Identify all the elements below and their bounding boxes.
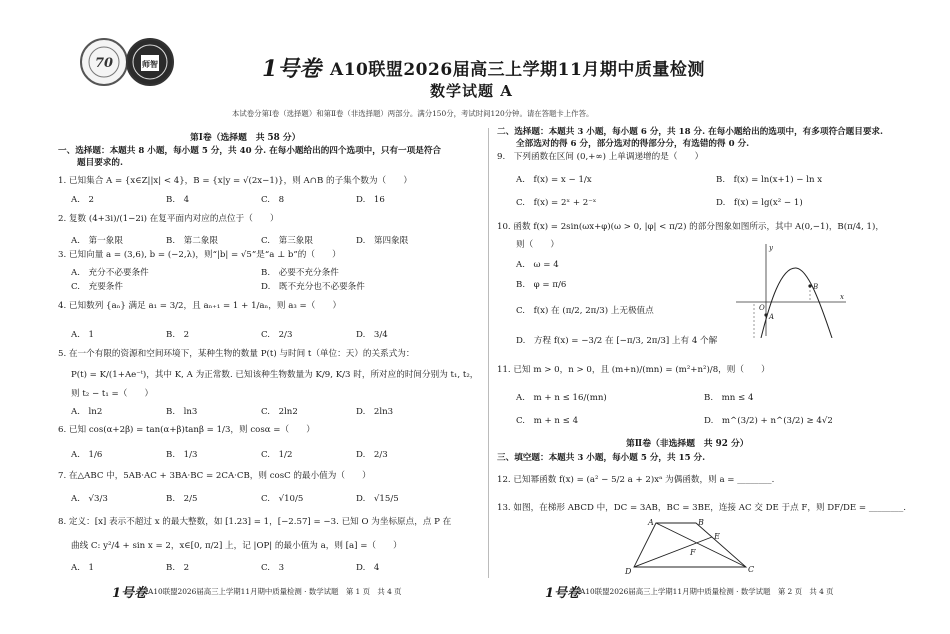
graph-point-a	[764, 313, 767, 316]
exam-subtitle: 数学试题 A	[430, 82, 513, 100]
q1-option-a: A. 2	[71, 195, 94, 205]
q4-option-d: D. 3/4	[356, 330, 388, 340]
question-8-stem-line1: 8. 定义：[x] 表示不超过 x 的最大整数，如 [1.23] = 1，[−2.57] = −3. 已知 O 为坐标原点，点 P 在	[58, 517, 452, 527]
q7-option-d: D. √15/5	[356, 494, 399, 504]
graph-curve	[761, 268, 832, 338]
question-12: 12. 已知幂函数 f(x) = (a² − 5/2 a + 2)xᵃ 为偶函数，则 a = ________.	[497, 475, 775, 485]
segment-ac	[656, 523, 746, 567]
q10-option-a: A. ω = 4	[516, 260, 559, 270]
segment-de	[634, 537, 712, 567]
q6-option-b: B. 1/3	[166, 450, 198, 460]
part-2-header-line2: 全部选对的得 6 分，部分选对的得部分分，有选错的得 0 分.	[516, 139, 750, 149]
q11-option-d: D. m^(3/2) + n^(3/2) ≥ 4√2	[704, 416, 833, 426]
q6-option-a: A. 1/6	[71, 450, 103, 460]
q4-option-a: A. 1	[71, 330, 94, 340]
footer-brand-right: 1号卷	[545, 586, 581, 601]
vertex-a: A	[648, 518, 654, 527]
q3-option-c: C. 充要条件	[71, 282, 123, 292]
q10-sine-graph	[736, 242, 848, 338]
graph-b-label: B	[813, 283, 819, 291]
q8-option-c: C. 3	[261, 563, 285, 573]
page-footer-right: A10联盟2026届高三上学期11月期中质量检测 · 数学试题 第 2 页 共 4 页	[580, 587, 834, 596]
vertex-c: C	[748, 565, 755, 574]
question-6-stem: 6. 已知 cos(α+2β) = tan(α+β)tanβ = 1/3，则 cosα =（ ）	[58, 425, 315, 435]
q10-option-b: B. φ = π/6	[516, 280, 567, 290]
q7-option-a: A. √3/3	[71, 494, 108, 504]
q4-option-b: B. 2	[166, 330, 190, 340]
anniversary-logo	[80, 38, 128, 86]
q6-option-d: D. 2/3	[356, 450, 388, 460]
section-2-title: 第Ⅱ卷（非选择题 共 92 分）	[626, 439, 749, 449]
question-2-stem: 2. 复数 (4+3i)/(1−2i) 在复平面内对应的点位于（ ）	[58, 214, 279, 224]
point-e: E	[714, 532, 720, 541]
question-5-stem-line2: P(t) = K/(1+Ae⁻ᵗ)，其中 K, A 为正常数. 已知该种生物数量为 K/9, K/3 时，所对应的时间分别为 t₁, t₂，	[71, 370, 479, 380]
q2-option-c: C. 第三象限	[261, 236, 313, 246]
q10-option-d: D. 方程 f(x) = −3/2 在 [−π/3, 2π/3] 上有 4 个解	[516, 336, 718, 346]
part-1-header-line1: 一、选择题：本题共 8 小题，每小题 5 分，共 40 分. 在每小题给出的四个选项中，只有一项是符合	[58, 146, 442, 156]
q5-option-c: C. 2ln2	[261, 407, 298, 417]
q11-option-a: A. m + n ≤ 16/(mn)	[516, 393, 607, 403]
q6-option-c: C. 1/2	[261, 450, 293, 460]
page-footer-left: A10联盟2026届高三上学期11月期中质量检测 · 数学试题 第 1 页 共 4 页	[148, 587, 402, 596]
q1-option-b: B. 4	[166, 195, 190, 205]
anniversary-emblem-icon	[82, 40, 126, 84]
section-1-title: 第Ⅰ卷（选择题 共 58 分）	[190, 133, 301, 143]
q3-option-d: D. 既不充分也不必要条件	[261, 282, 365, 292]
question-11-stem: 11. 已知 m > 0，n > 0，且 (m+n)/(mn) = (m²+n²)/8，则（ ）	[497, 365, 770, 375]
q2-option-b: B. 第二象限	[166, 236, 219, 246]
question-3-stem: 3. 已知向量 a = (3,6), b = (−2,λ)，则“|b| = √5”是“a ⊥ b”的（ ）	[58, 250, 341, 260]
q9-option-c: C. f(x) = 2ˣ + 2⁻ˣ	[516, 198, 597, 208]
q2-option-a: A. 第一象限	[71, 236, 123, 246]
q1-option-d: D. 16	[356, 195, 385, 205]
q1-option-c: C. 8	[261, 195, 285, 205]
q9-option-d: D. f(x) = lg(x² − 1)	[716, 198, 803, 208]
vertex-d: D	[625, 567, 632, 576]
q11-option-b: B. mn ≤ 4	[704, 393, 754, 403]
q5-option-a: A. ln2	[71, 407, 103, 417]
header	[0, 0, 950, 120]
question-5-stem-line3: 则 t₂ − t₁ =（ ）	[71, 389, 154, 399]
graph-point-b	[808, 284, 811, 287]
q10-option-c: C. f(x) 在 (π/2, 2π/3) 上无极值点	[516, 306, 654, 316]
exam-title: A10联盟2026届高三上学期11月期中质量检测	[330, 60, 705, 80]
column-divider	[488, 128, 489, 578]
q3-option-a: A. 充分不必要条件	[71, 268, 149, 278]
q8-option-b: B. 2	[166, 563, 190, 573]
question-1-stem: 1. 已知集合 A = {x∈Z||x| < 4}，B = {x|y = √(2x−1)}，则 A∩B 的子集个数为（ ）	[58, 176, 412, 186]
graph-x-label: x	[840, 293, 844, 301]
question-8-stem-line2: 曲线 C: y²/4 + sin x = 2，x∈[0, π/2] 上，记 |OP| 的最小值为 a，则 [a] =（ ）	[71, 541, 402, 551]
question-9-stem: 9. 下列函数在区间 (0,+∞) 上单调递增的是（ ）	[497, 152, 704, 162]
q5-option-d: D. 2ln3	[356, 407, 394, 417]
part-1-header-line2: 题目要求的.	[77, 158, 123, 168]
q13-trapezoid-figure	[622, 517, 762, 577]
question-10-stem-line1: 10. 函数 f(x) = 2sin(ωx+φ)(ω > 0, |φ| < π/2) 的部分图象如图所示，其中 A(0,−1)，B(π/4, 1)，	[497, 222, 884, 232]
brand-mark: 1号卷	[262, 56, 322, 82]
question-4-stem: 4. 已知数列 {aₙ} 满足 a₁ = 3/2，且 aₙ₊₁ = 1 + 1/aₙ，则 a₃ =（ ）	[58, 301, 342, 311]
graph-origin-label: O	[759, 304, 765, 312]
graph-a-label: A	[769, 313, 775, 321]
q9-option-b: B. f(x) = ln(x+1) − ln x	[716, 175, 823, 185]
graph-y-label: y	[769, 244, 773, 252]
q3-option-b: B. 必要不充分条件	[261, 268, 339, 278]
q8-option-a: A. 1	[71, 563, 94, 573]
q9-option-a: A. f(x) = x − 1/x	[516, 175, 592, 185]
question-13: 13. 如图，在梯形 ABCD 中，DC = 3AB，BC = 3BE，连接 AC 交 DE 于点 F，则 DF/DE = ________.	[497, 503, 906, 513]
q4-option-c: C. 2/3	[261, 330, 293, 340]
question-10-stem-line2: 则（ ）	[516, 240, 559, 250]
question-5-stem-line1: 5. 在一个有限的资源和空间环境下，某种生物的数量 P(t) 与时间 t（单位：天）的关系式为：	[58, 349, 415, 359]
part-3-header: 三、填空题：本题共 3 小题，每小题 5 分，共 15 分.	[497, 453, 706, 463]
education-emblem-icon	[128, 40, 172, 84]
q7-option-c: C. √10/5	[261, 494, 304, 504]
question-7-stem: 7. 在△ABC 中，5AB·AC + 3BA·BC = 2CA·CB，则 cosC 的最小值为（ ）	[58, 471, 371, 481]
footer-brand-left: 1号卷	[112, 586, 148, 601]
exam-instructions: 本试卷分第Ⅰ卷（选择题）和第Ⅱ卷（非选择题）两部分。满分150分，考试时间120分钟。请在答题卡上作答。	[232, 109, 594, 118]
vertex-b: B	[698, 518, 704, 527]
education-logo	[126, 38, 174, 86]
q2-option-d: D. 第四象限	[356, 236, 409, 246]
q5-option-b: B. ln3	[166, 407, 198, 417]
q11-option-c: C. m + n ≤ 4	[516, 416, 579, 426]
point-f: F	[690, 548, 696, 557]
svg-text:师智: 师智	[142, 59, 158, 69]
q8-option-d: D. 4	[356, 563, 380, 573]
part-2-header-line1: 二、选择题：本题共 3 小题，每小题 6 分，共 18 分. 在每小题给出的选项中，有多项符合题目要求.	[497, 127, 884, 137]
svg-text:70: 70	[94, 56, 114, 71]
q7-option-b: B. 2/5	[166, 494, 198, 504]
